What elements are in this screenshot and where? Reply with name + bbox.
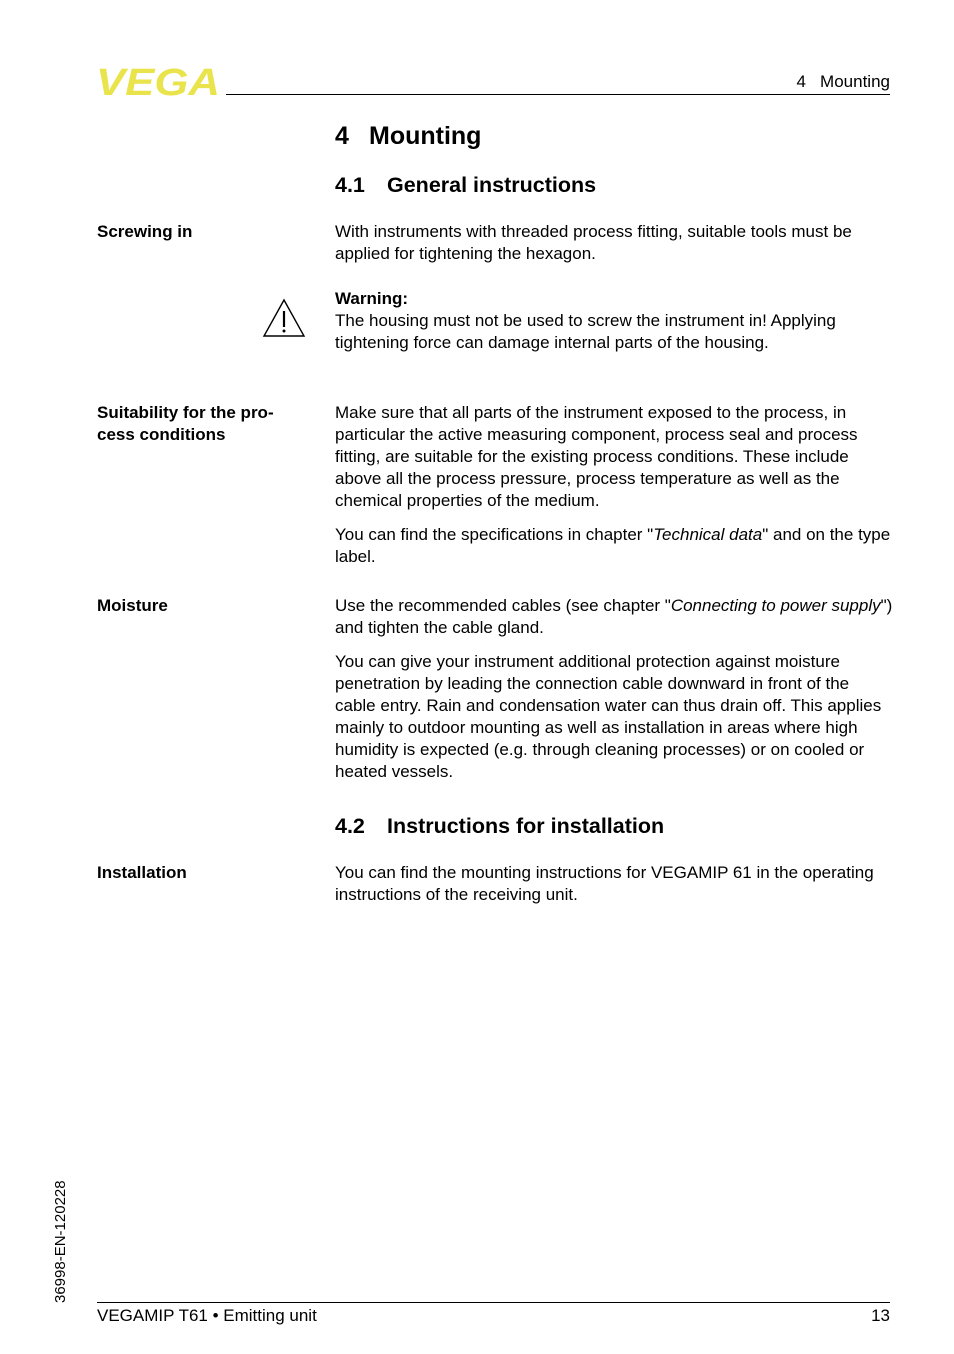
margin-label-moisture: Moisture bbox=[97, 596, 168, 615]
vega-logo bbox=[96, 66, 220, 98]
section-heading-4-1 bbox=[335, 173, 596, 198]
section-heading-4-2 bbox=[335, 814, 664, 839]
paragraph-moisture-2: You can give your instrument additional protection against moisture penetration by leading the connection cable downward in front of the cable entry. Rain and condensation water can thus drain off. This applies mainly to outdoor mounting as well as installation in areas where high humidity is expected (e.g. through cleaning processes) or on cooled or heated vessels. bbox=[335, 652, 882, 781]
margin-label-suitability: Suitability for the pro- cess conditions bbox=[97, 403, 274, 444]
text-fragment: You can find the specifications in chapter " bbox=[335, 525, 654, 544]
warning-text: The housing must not be used to screw the instrument in! Applying tightening force can damage internal parts of the housing. bbox=[335, 311, 836, 352]
warning-icon bbox=[262, 298, 306, 338]
text-fragment: " and on the type label. bbox=[335, 525, 891, 566]
paragraph-suitability-2 bbox=[335, 524, 893, 568]
section-number: 4.2 bbox=[335, 814, 365, 838]
footer-rule bbox=[97, 1302, 890, 1303]
header-section-label: 4 Mounting bbox=[796, 72, 890, 91]
paragraph-moisture-1 bbox=[335, 595, 893, 639]
section-title: Instructions for installation bbox=[387, 814, 665, 838]
page-number: 13 bbox=[871, 1306, 890, 1325]
chapter-title: Mounting bbox=[369, 122, 482, 150]
margin-label-screwing: Screwing in bbox=[97, 222, 193, 241]
header-rule bbox=[226, 94, 890, 95]
chapter-reference: Technical data bbox=[653, 525, 763, 544]
chapter-reference: Connecting to power supply bbox=[670, 596, 881, 615]
paragraph-suitability-1: Make sure that all parts of the instrument exposed to the process, in particular the active measuring component, process seal and process fitting, are suitable for the existing process conditions. These include above all the process pressure, process temperature as well as the chemical properties of the medium. bbox=[335, 403, 858, 510]
margin-label-installation: Installation bbox=[97, 863, 187, 882]
text-fragment: ") and tighten the cable gland. bbox=[335, 596, 893, 637]
paragraph-installation: You can find the mounting instructions for VEGAMIP 61 in the operating instructions of the receiving unit. bbox=[335, 863, 874, 904]
document-code: 36998-EN-120228 bbox=[52, 1180, 69, 1303]
chapter-number: 4 bbox=[335, 122, 349, 150]
chapter-heading bbox=[335, 122, 481, 151]
section-number: 4.1 bbox=[335, 173, 365, 197]
paragraph-screwing: With instruments with threaded process fitting, suitable tools must be applied for tightening the hexagon. bbox=[335, 222, 852, 263]
footer-product: VEGAMIP T61 • Emitting unit bbox=[97, 1306, 317, 1325]
text-fragment: Use the recommended cables (see chapter " bbox=[335, 596, 671, 615]
svg-text:VEGA: VEGA bbox=[96, 66, 220, 98]
warning-block bbox=[335, 288, 893, 354]
section-title: General instructions bbox=[387, 173, 597, 197]
warning-title: Warning: bbox=[335, 289, 409, 308]
